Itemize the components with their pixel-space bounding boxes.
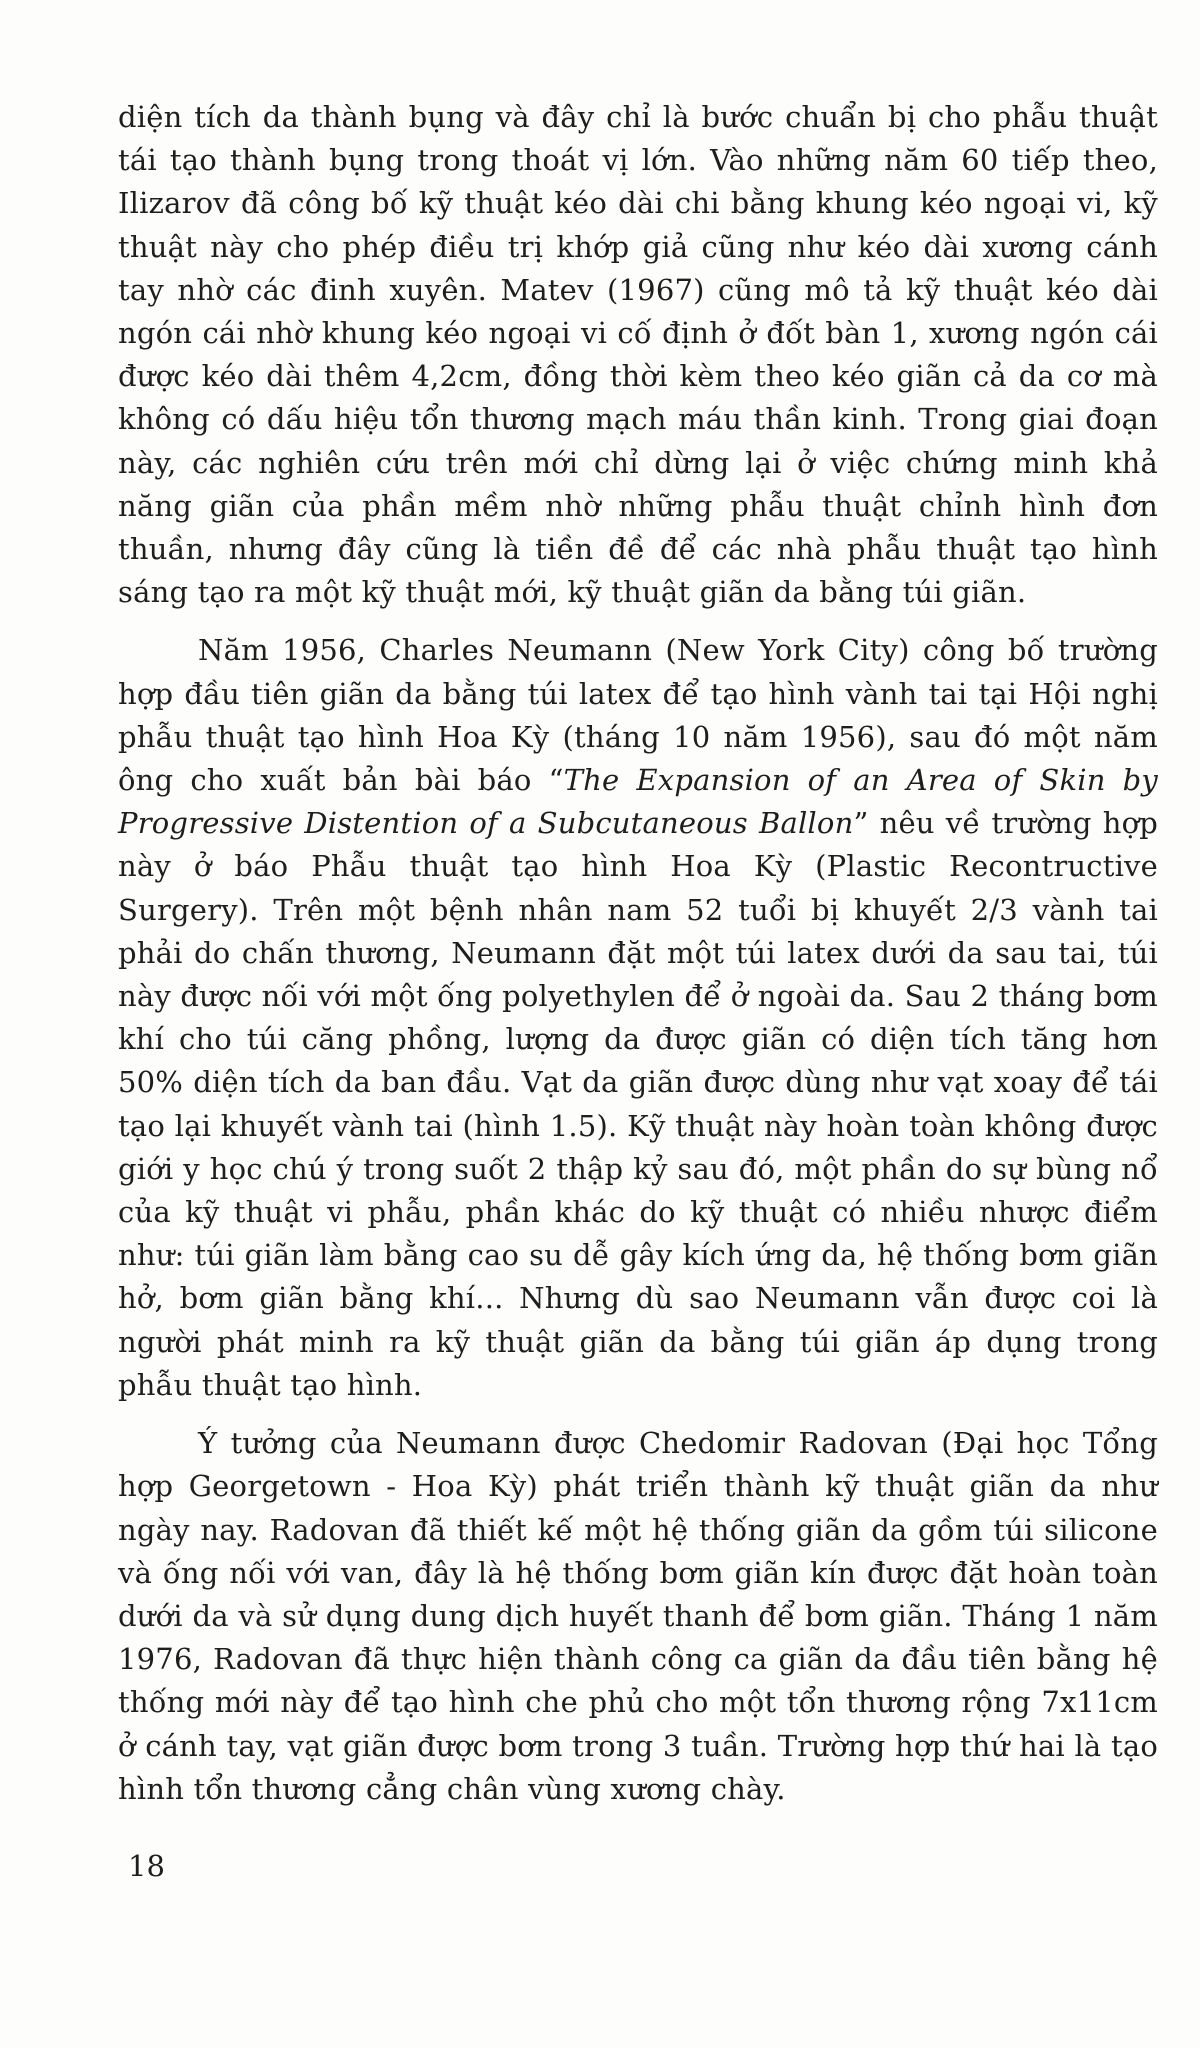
page-number: 18	[128, 1849, 165, 1883]
paragraph-1	[118, 96, 1158, 614]
paragraph-3-text: Ý tưởng của Neumann được Chedomir Radovan (Đại học Tổng hợp Georgetown - Hoa Kỳ) phát triển thành kỹ thuật giãn da như ngày nay. Radovan đã thiết kế một hệ thống giãn da gồm túi silicone và ống nối với van, đây là hệ thống bơm giãn kín được đặt hoàn toàn dưới da và sử dụng dung dịch huyết thanh để bơm giãn. Tháng 1 năm 1976, Radovan đã thực hiện thành công ca giãn da đầu tiên bằng hệ thống mới này để tạo hình che phủ cho một tổn thương rộng 7x11cm ở cánh tay, vạt giãn được bơm trong 3 tuần. Trường hợp thứ hai là tạo hình tổn thương cẳng chân vùng xương chày.	[118, 1426, 1158, 1806]
paragraph-2-text-a: Năm 1956, Charles Neumann (New York City) công bố trường hợp đầu tiên giãn da bằng túi latex để tạo hình vành tai tại Hội nghị phẫu thuật tạo hình Hoa Kỳ (tháng 10 năm 1956), sau đó một năm ông cho xuất bản bài báo “	[118, 633, 1158, 798]
body-text	[118, 96, 1158, 1811]
paragraph-3	[118, 1422, 1158, 1811]
paragraph-1-text: diện tích da thành bụng và đây chỉ là bước chuẩn bị cho phẫu thuật tái tạo thành bụng trong thoát vị lớn. Vào những năm 60 tiếp theo, Ilizarov đã công bố kỹ thuật kéo dài chi bằng khung kéo ngoại vi, kỹ thuật này cho phép điều trị khớp giả cũng như kéo dài xương cánh tay nhờ các đinh xuyên. Matev (1967) cũng mô tả kỹ thuật kéo dài ngón cái nhờ khung kéo ngoại vi cố định ở đốt bàn 1, xương ngón cái được kéo dài thêm 4,2cm, đồng thời kèm theo kéo giãn cả da cơ mà không có dấu hiệu tổn thương mạch máu thần kinh. Trong giai đoạn này, các nghiên cứu trên mới chỉ dừng lại ở việc chứng minh khả năng giãn của phần mềm nhờ những phẫu thuật chỉnh hình đơn thuần, nhưng đây cũng là tiền đề để các nhà phẫu thuật tạo hình sáng tạo ra một kỹ thuật mới, kỹ thuật giãn da bằng túi giãn.	[118, 100, 1158, 610]
paragraph-2-text-b: ” nêu về trường hợp này ở báo Phẫu thuật tạo hình Hoa Kỳ (Plastic Recontructive Surgery). Trên một bệnh nhân nam 52 tuổi bị khuyết 2/3 vành tai phải do chấn thương, Neumann đặt một túi latex dưới da sau tai, túi này được nối với một ống polyethylen để ở ngoài da. Sau 2 tháng bơm khí cho túi căng phồng, lượng da được giãn có diện tích tăng hơn 50% diện tích da ban đầu. Vạt da giãn được dùng như vạt xoay để tái tạo lại khuyết vành tai (hình 1.5). Kỹ thuật này hoàn toàn không được giới y học chú ý trong suốt 2 thập kỷ sau đó, một phần do sự bùng nổ của kỹ thuật vi phẫu, phần khác do kỹ thuật có nhiều nhược điểm như: túi giãn làm bằng cao su dễ gây kích ứng da, hệ thống bơm giãn hở, bơm giãn bằng khí... Nhưng dù sao Neumann vẫn được coi là người phát minh ra kỹ thuật giãn da bằng túi giãn áp dụng trong phẫu thuật tạo hình.	[118, 806, 1158, 1402]
article-title: The Expansion of an Area of Skin by Progressive Distention of a Subcutaneous Ballon	[118, 763, 1159, 841]
paragraph-2	[118, 629, 1158, 1407]
